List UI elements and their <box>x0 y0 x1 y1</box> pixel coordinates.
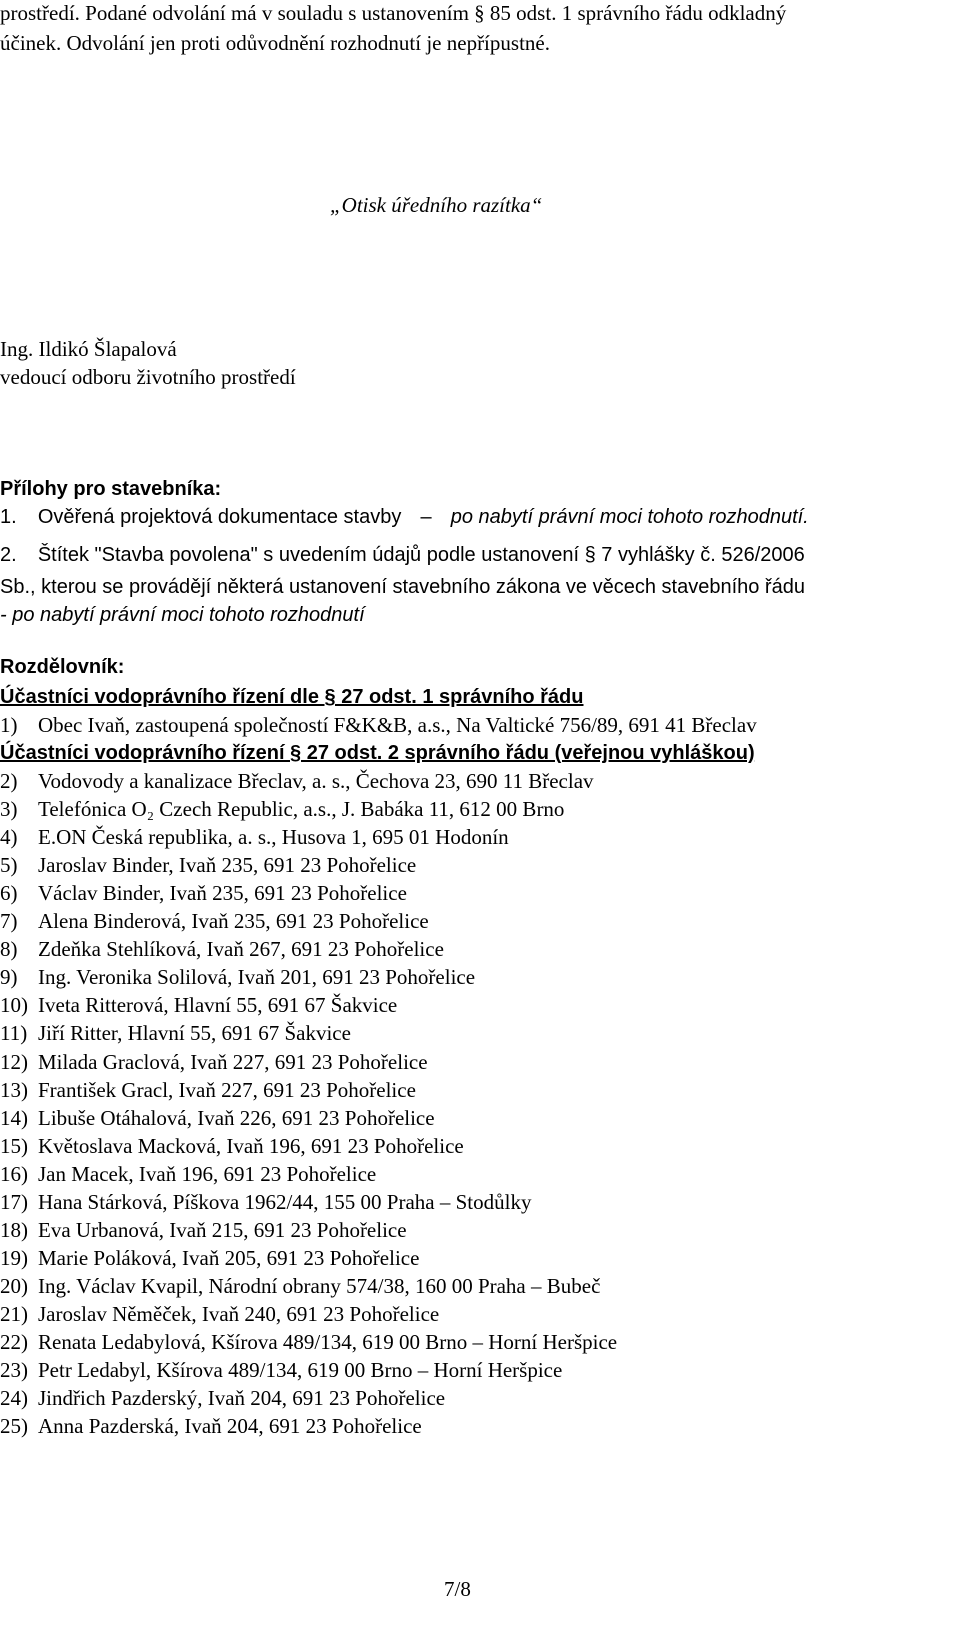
distribution-item-text: Václav Binder, Ivaň 235, 691 23 Pohořelice <box>38 881 407 906</box>
distribution-item-number: 20) <box>0 1273 28 1298</box>
distribution-item-text: Iveta Ritterová, Hlavní 55, 691 67 Šakvice <box>38 993 398 1018</box>
distribution-item-text: Anna Pazderská, Ivaň 204, 691 23 Pohořelice <box>38 1414 422 1439</box>
distribution-heading: Rozdělovník: <box>0 656 125 678</box>
distribution-item-text: Obec Ivaň, zastoupená společností F&K&B, a.s., Na Valtické 756/89, 691 41 Břeclav <box>38 713 757 737</box>
distribution-item-number: 17) <box>0 1189 28 1214</box>
distribution-item-number: 5) <box>0 853 18 878</box>
page-number: 7/8 <box>444 1577 471 1601</box>
distribution-item-text: Renata Ledabylová, Kšírova 489/134, 619 00 Brno – Horní Heršpice <box>38 1330 618 1354</box>
distribution-item-text: Vodovody a kanalizace Břeclav, a. s., Čechova 23, 690 11 Břeclav <box>38 769 594 793</box>
distribution-item-number: 11) <box>0 1021 28 1046</box>
distribution-list-item <box>0 1189 531 1215</box>
attachment-2-text: Štítek "Stavba povolena" s uvedením údajů podle ustanovení § 7 vyhlášky č. 526/2006 <box>37 544 805 566</box>
distribution-item-number: 2) <box>0 769 18 793</box>
intro-line-1: prostředí. Podané odvolání má v souladu s ustanovením § 85 odst. 1 správního řádu odkladný <box>0 1 787 25</box>
distribution-item-text: Marie Poláková, Ivaň 205, 691 23 Pohořelice <box>38 1245 420 1270</box>
attachment-2-condition: - po nabytí právní moci tohoto rozhodnutí <box>0 604 365 626</box>
distribution-item-number: 25) <box>0 1414 28 1439</box>
distribution-list-item <box>0 1413 422 1439</box>
distribution-list-item <box>0 1217 407 1243</box>
distribution-list-item <box>0 824 509 850</box>
attachment-2-number: 2. <box>0 544 17 566</box>
distribution-list-item <box>0 1385 445 1411</box>
distribution-item-number: 22) <box>0 1330 28 1354</box>
distribution-item-number: 16) <box>0 1161 28 1186</box>
distribution-item-number: 15) <box>0 1133 28 1158</box>
distribution-item-number: 23) <box>0 1358 28 1383</box>
distribution-item-number: 21) <box>0 1301 28 1326</box>
distribution-list-item <box>0 852 416 878</box>
distribution-item-text: Ing. Veronika Solilová, Ivaň 201, 691 23 Pohořelice <box>38 965 476 990</box>
distribution-list-item <box>0 992 397 1018</box>
attachment-item-2 <box>0 542 805 568</box>
distribution-item-number: 6) <box>0 881 18 906</box>
distribution-item-text: Zdeňka Stehlíková, Ivaň 267, 691 23 Pohořelice <box>38 937 444 962</box>
distribution-list-item <box>0 936 444 962</box>
distribution-list-item <box>0 1245 419 1271</box>
distribution-item-text: Jiří Ritter, Hlavní 55, 691 67 Šakvice <box>38 1021 351 1046</box>
distribution-list-item <box>0 1357 562 1383</box>
distribution-list-item <box>0 880 407 906</box>
distribution-list-item <box>0 1105 435 1131</box>
distribution-group-2-heading: Účastníci vodoprávního řízení § 27 odst. 2 správního řádu (veřejnou vyhláškou) <box>0 742 755 764</box>
distribution-item-text: Jaroslav Něměček, Ivaň 240, 691 23 Pohořelice <box>38 1301 440 1326</box>
distribution-list-item <box>0 768 594 794</box>
attachments-heading: Přílohy pro stavebníka: <box>0 478 222 500</box>
attachment-1-dash: – <box>420 506 432 528</box>
intro-line-2: účinek. Odvolání jen proti odůvodnění rozhodnutí je nepřípustné. <box>0 31 550 55</box>
distribution-item-text: Ing. Václav Kvapil, Národní obrany 574/38, 160 00 Praha – Bubeč <box>38 1273 601 1298</box>
distribution-item-number: 1) <box>0 713 18 737</box>
distribution-list-item <box>0 1049 428 1075</box>
distribution-item-text: E.ON Česká republika, a. s., Husova 1, 695 01 Hodonín <box>38 825 509 850</box>
distribution-item-text: Jaroslav Binder, Ivaň 235, 691 23 Pohořelice <box>38 853 417 878</box>
distribution-list-item <box>0 796 564 822</box>
distribution-item-number: 7) <box>0 909 18 934</box>
distribution-item-text: Jindřich Pazderský, Ivaň 204, 691 23 Pohořelice <box>38 1386 446 1411</box>
distribution-list-item <box>0 1133 464 1159</box>
distribution-item-number: 24) <box>0 1386 28 1411</box>
distribution-item-number: 10) <box>0 993 28 1018</box>
distribution-item-number: 3) <box>0 797 18 822</box>
distribution-item-number: 9) <box>0 965 18 990</box>
distribution-item-text: Květoslava Macková, Ivaň 196, 691 23 Pohořelice <box>38 1133 464 1158</box>
attachment-2-continuation: Sb., kterou se provádějí některá ustanovení stavebního zákona ve věcech stavebního řádu <box>0 576 805 598</box>
distribution-item-text: Libuše Otáhalová, Ivaň 226, 691 23 Pohořelice <box>38 1105 435 1130</box>
distribution-list-item <box>0 1161 376 1187</box>
distribution-item-text: František Gracl, Ivaň 227, 691 23 Pohořelice <box>38 1077 416 1102</box>
attachment-1-condition: po nabytí právní moci tohoto rozhodnutí. <box>450 506 809 528</box>
distribution-list-item <box>0 1020 351 1046</box>
signatory-role: vedoucí odboru životního prostředí <box>0 365 296 389</box>
distribution-item-text: Hana Stárková, Píškova 1962/44, 155 00 Praha – Stodůlky <box>38 1189 532 1214</box>
distribution-list-item <box>0 1077 416 1103</box>
attachment-item-1 <box>0 504 809 530</box>
distribution-item-number: 18) <box>0 1217 28 1242</box>
distribution-list-item <box>0 1329 617 1355</box>
distribution-group-1-heading: Účastníci vodoprávního řízení dle § 27 odst. 1 správního řádu <box>0 686 584 708</box>
distribution-item-number: 12) <box>0 1049 28 1074</box>
distribution-item-text: Telefónica O₂ Czech Republic, a.s., J. Babáka 11, 612 00 Brno <box>38 797 565 822</box>
signatory-name: Ing. Ildikó Šlapalová <box>0 337 177 361</box>
stamp-placeholder: „Otisk úředního razítka“ <box>330 193 543 217</box>
attachment-1-number: 1. <box>0 506 17 528</box>
distribution-list-item <box>0 712 757 738</box>
distribution-item-text: Eva Urbanová, Ivaň 215, 691 23 Pohořelice <box>38 1217 407 1242</box>
distribution-item-number: 14) <box>0 1105 28 1130</box>
distribution-item-text: Alena Binderová, Ivaň 235, 691 23 Pohořelice <box>38 909 429 934</box>
distribution-item-text: Petr Ledabyl, Kšírova 489/134, 619 00 Brno – Horní Heršpice <box>38 1358 563 1383</box>
distribution-list-item <box>0 964 475 990</box>
distribution-item-number: 4) <box>0 825 18 850</box>
distribution-list-item <box>0 1301 439 1327</box>
attachment-1-text: Ověřená projektová dokumentace stavby <box>37 506 402 528</box>
distribution-item-number: 8) <box>0 937 18 962</box>
distribution-item-text: Milada Graclová, Ivaň 227, 691 23 Pohořelice <box>38 1049 428 1074</box>
distribution-list-item <box>0 1273 600 1299</box>
distribution-item-number: 13) <box>0 1077 28 1102</box>
distribution-item-number: 19) <box>0 1245 28 1270</box>
distribution-list-item <box>0 908 429 934</box>
distribution-item-text: Jan Macek, Ivaň 196, 691 23 Pohořelice <box>38 1161 377 1186</box>
